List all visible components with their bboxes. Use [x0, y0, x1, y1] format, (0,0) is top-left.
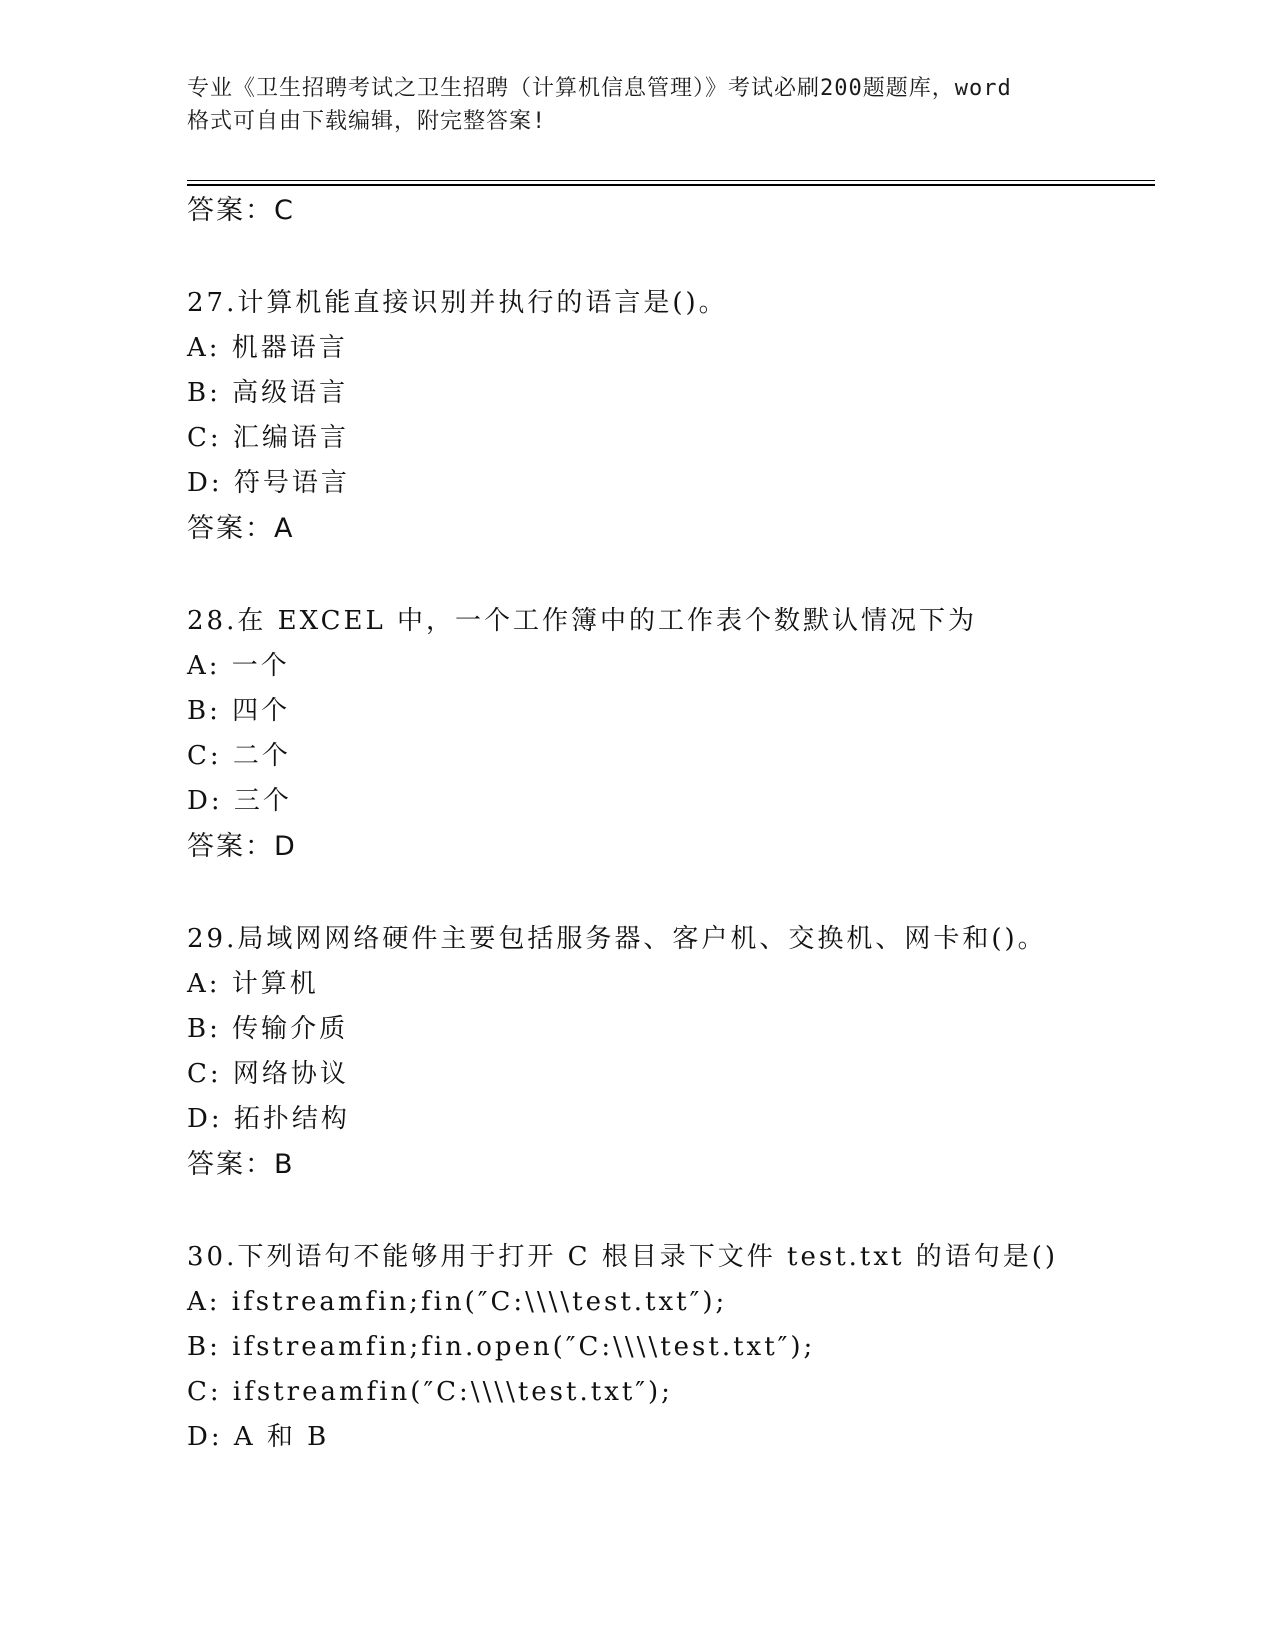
option-29-a: A: 计算机 [187, 969, 319, 999]
option-28-c: C: 二个 [187, 741, 291, 771]
spacer [187, 870, 1147, 916]
spacer [187, 552, 1147, 598]
question-block-27 [187, 280, 1147, 552]
option-27-a: A: 机器语言 [187, 333, 348, 363]
answer-29: 答案：B [187, 1149, 295, 1180]
header-divider-thick [187, 184, 1155, 186]
header-divider-thin [187, 180, 1155, 181]
option-30-a: A: ifstreamfin;fin(″C:\\\\test.txt″); [187, 1287, 728, 1317]
question-27: 27.计算机能直接识别并执行的语言是()。 [187, 288, 728, 318]
option-28-b: B: 四个 [187, 696, 291, 726]
option-29-c: C: 网络协议 [187, 1059, 349, 1089]
option-27-b: B: 高级语言 [187, 378, 349, 408]
question-28: 28.在 EXCEL 中，一个工作簿中的工作表个数默认情况下为 [187, 606, 978, 636]
option-29-b: B: 传输介质 [187, 1014, 349, 1044]
option-30-d: D: A 和 B [187, 1422, 330, 1452]
question-30: 30.下列语句不能够用于打开 C 根目录下文件 test.txt 的语句是() [187, 1242, 1059, 1272]
answer-28: 答案：D [187, 831, 297, 862]
question-block-29 [187, 916, 1147, 1188]
question-block-28 [187, 598, 1147, 870]
document-header [187, 72, 1087, 138]
option-28-a: A: 一个 [187, 651, 290, 681]
header-line-2: 格式可自由下载编辑，附完整答案! [187, 109, 547, 134]
option-27-d: D: 符号语言 [187, 468, 350, 498]
spacer [187, 1188, 1147, 1234]
question-block-30 [187, 1234, 1147, 1460]
document-body [187, 188, 1147, 1460]
option-27-c: C: 汇编语言 [187, 423, 349, 453]
option-29-d: D: 拓扑结构 [187, 1104, 350, 1134]
option-28-d: D: 三个 [187, 786, 292, 816]
spacer [187, 234, 1147, 280]
answer-previous: 答案：C [187, 195, 295, 226]
answer-27: 答案：A [187, 513, 295, 544]
header-line-1: 专业《卫生招聘考试之卫生招聘（计算机信息管理）》考试必刷200题题库，word [187, 76, 1012, 101]
question-29: 29.局域网网络硬件主要包括服务器、客户机、交换机、网卡和()。 [187, 924, 1047, 954]
option-30-b: B: ifstreamfin;fin.open(″C:\\\\test.txt″); [187, 1332, 816, 1362]
option-30-c: C: ifstreamfin(″C:\\\\test.txt″); [187, 1377, 673, 1407]
